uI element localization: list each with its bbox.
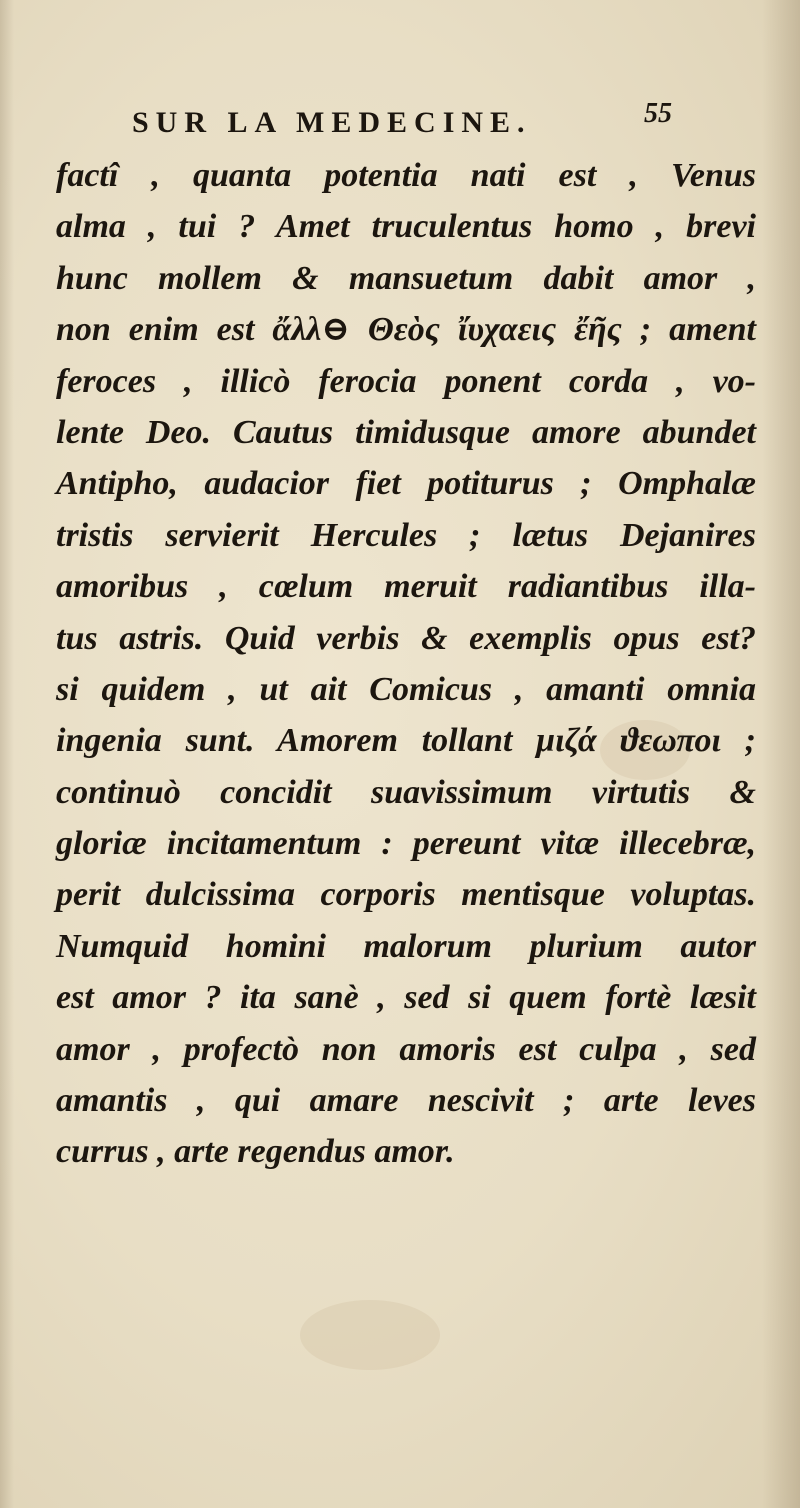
text-line: si quidem , ut ait Comicus , amanti omnia [56,670,756,708]
text-line: feroces , illicò ferocia ponent corda , vo- [56,362,756,400]
text-line: lente Deo. Cautus timidusque amore abundet [56,413,756,451]
text-line: est amor ? ita sanè , sed si quem fortè læsit [56,979,756,1017]
text-line: perit dulcissima corporis mentisque voluptas. [56,876,756,914]
text-line: amor , profectò non amoris est culpa , sed [56,1030,756,1068]
page-header [132,98,672,148]
text-line: currus , arte regendus amor. [56,1133,455,1171]
text-line: ingenia sunt. Amorem tollant μιζά ϑεωποι ; [56,722,756,760]
page-gutter-shadow [0,0,14,1508]
body-text [56,150,756,1178]
text-line: non enim est ἄλλ⊖ Θεὸς ἴυχαεις ἔῆς ; ament [56,311,756,349]
running-title: SUR LA MEDECINE. [132,106,532,139]
text-line: continuò concidit suavissimum virtutis & [56,773,756,811]
text-line: Antipho, audacior fiet potiturus ; Omphalæ [56,465,756,503]
page-number: 55 [644,98,672,129]
text-line: gloriæ incitamentum : pereunt vitæ illecebræ, [56,825,756,863]
text-line: amantis , qui amare nescivit ; arte leves [56,1082,756,1120]
text-line: tristis servierit Hercules ; lætus Dejanires [56,516,756,554]
text-line: alma , tui ? Amet truculentus homo , brevi [56,208,756,246]
text-line: amoribus , cœlum meruit radiantibus illa- [56,568,756,606]
text-line: hunc mollem & mansuetum dabit amor , [56,259,756,297]
paper-stain [300,1300,440,1370]
page-edge-shadow [762,0,800,1508]
text-line: Numquid homini malorum plurium autor [56,927,756,965]
text-line: factî , quanta potentia nati est , Venus [56,157,756,194]
text-line: tus astris. Quid verbis & exemplis opus est? [56,619,756,657]
